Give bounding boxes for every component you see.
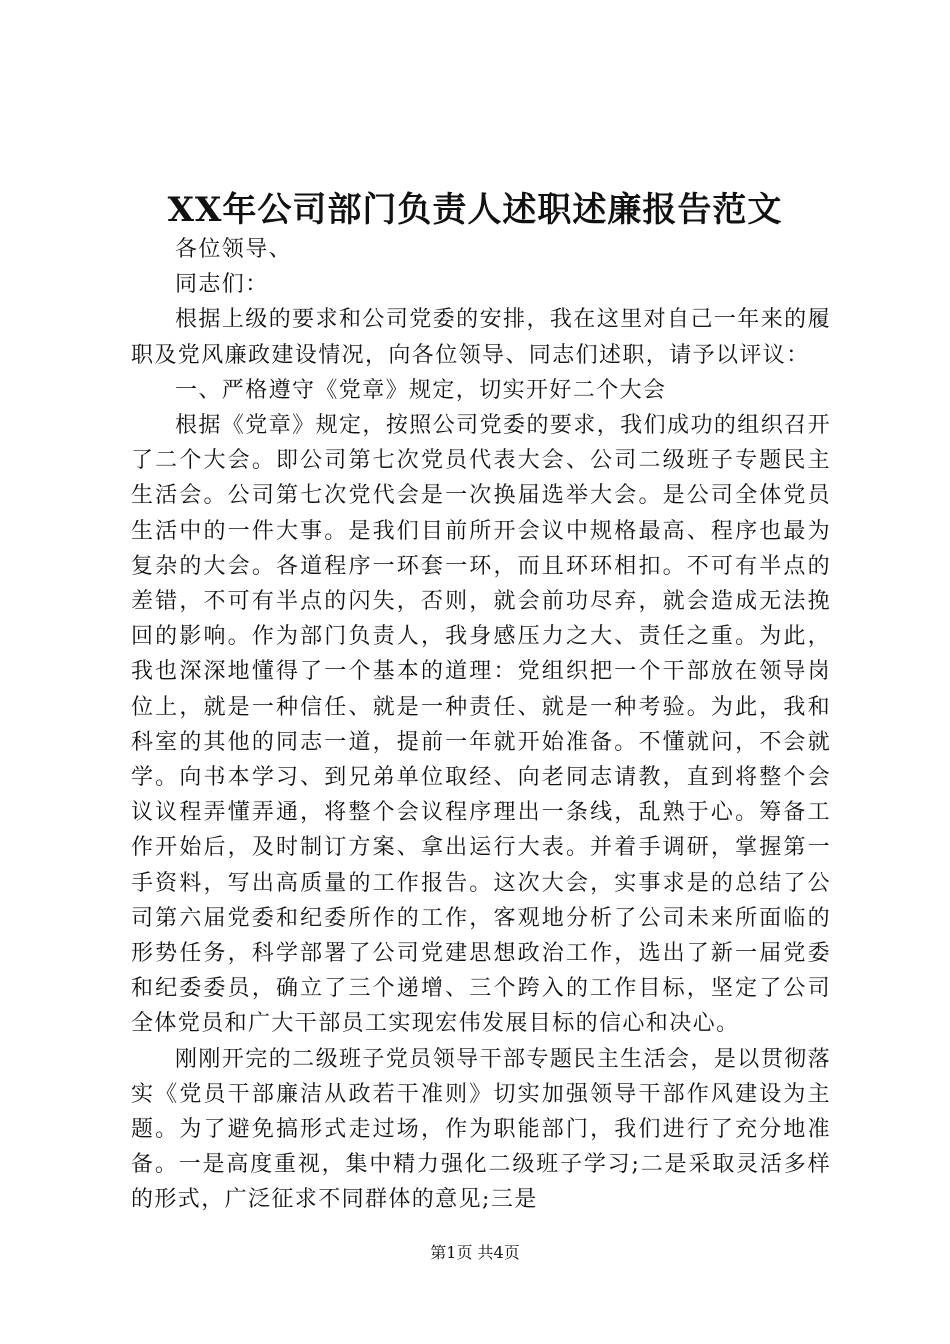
- salutation-line-1: 各位领导、: [175, 237, 293, 262]
- document-body: [131, 232, 831, 1218]
- document-title: XX年公司部门负责人述职述廉报告范文: [167, 190, 783, 230]
- page-number: 第1页 共4页: [430, 1243, 520, 1262]
- body-paragraph: 刚刚开完的二级班子党员领导干部专题民主生活会，是以贯彻落实《党员干部廉洁从政若干准则》切实加强领导干部作风建设为主题。为了避免搞形式走过场，作为职能部门，我们进行了充分地准备。一是高度重视，集中精力强化二级班子学习;二是采取灵活多样的形式，广泛征求不同群体的意见;三是: [131, 1046, 831, 1213]
- body-paragraph: 根据《党章》规定，按照公司党委的要求，我们成功的组织召开了二个大会。即公司第七次党员代表大会、公司二级班子专题民主生活会。公司第七次党代会是一次换届选举大会。是公司全体党员生活中的一件大事。是我们目前所开会议中规格最高、程序也最为复杂的大会。各道程序一环套一环，而且环环相扣。不可有半点的差错，不可有半点的闪失，否则，就会前功尽弃，就会造成无法挽回的影响。作为部门负责人，我身感压力之大、责任之重。为此，我也深深地懂得了一个基本的道理：党组织把一个干部放在领导岗位上，就是一种信任、就是一种责任、就是一种考验。为此，我和科室的其他的同志一道，提前一年就开始准备。不懂就问，不会就学。向书本学习、到兄弟单位取经、向老同志请教，直到将整个会议议程弄懂弄通，将整个会议程序理出一条线，乱熟于心。筹备工作开始后，及时制订方案、拿出运行大表。并着手调研，掌握第一手资料，写出高质量的工作报告。这次大会，实事求是的总结了公司第六届党委和纪委所作的工作，客观地分析了公司未来所面临的形势任务，科学部署了公司党建思想政治工作，选出了新一届党委和纪委委员，确立了三个递增、三个跨入的工作目标，坚定了公司全体党员和广大干部员工实现宏伟发展目标的信心和决心。: [131, 413, 831, 1037]
- section-heading: 一、严格遵守《党章》规定，切实开好二个大会: [175, 377, 667, 403]
- salutation-line-2: 同志们：: [175, 272, 269, 298]
- intro-paragraph: 根据上级的要求和公司党委的安排，我在这里对自己一年来的履职及党风廉政建设情况，向各位领导、同志们述职，请予以评议：: [131, 307, 831, 368]
